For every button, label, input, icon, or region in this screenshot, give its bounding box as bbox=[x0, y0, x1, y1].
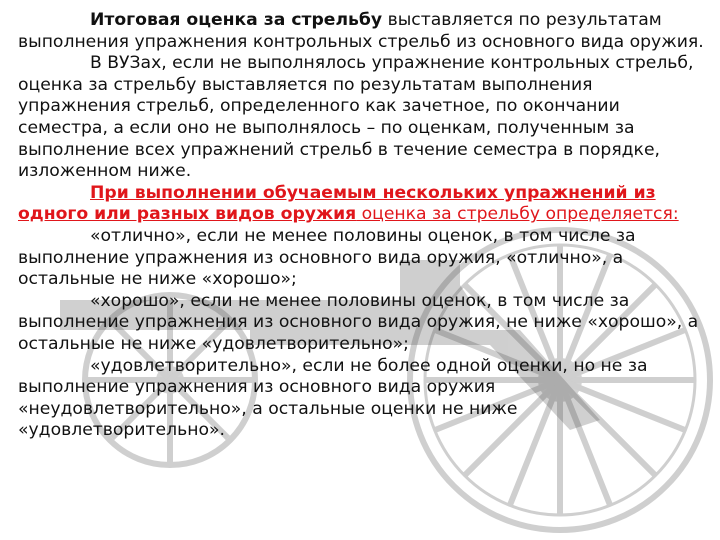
paragraph-multiple-exercises bbox=[18, 183, 708, 226]
final-grade-lead: Итоговая оценка за стрельбу bbox=[90, 10, 383, 30]
grade-excellent bbox=[18, 226, 708, 291]
grade-good bbox=[18, 291, 708, 356]
grade-satisfactory-text: «удовлетворительно», если не более одной оценки, но не за выполнение упражнения из основного вида оружия «неудовлетворительно», а остальные оценки не ниже «удовлетворительно». bbox=[18, 355, 648, 441]
grade-excellent-text: «отлично», если не менее половины оценок, в том числе за выполнение упражнения из основного вида оружия, «отлично», а остальные не ниже «хорошо»; bbox=[18, 225, 636, 290]
multiple-exercises-heading: При выполнении обучаемым нескольких упражнений из одного или разных видов оружия bbox=[18, 182, 656, 225]
multiple-exercises-tail: оценка за стрельбу определяется: bbox=[356, 204, 679, 225]
slide-text bbox=[18, 10, 708, 442]
paragraph-universities bbox=[18, 53, 708, 183]
paragraph-final-grade bbox=[18, 10, 708, 53]
universities-text: В ВУЗах, если не выполнялось упражнение контрольных стрельб, оценка за стрельбу выставляется по результатам выполнения упражнения стрельб, определенного как зачетное, по окончании семестра, а если оно не выполнялось – по оценкам, полученным за выполнение всех упражнений стрельб в течение семестра в порядке, изложенном ниже. bbox=[18, 53, 694, 182]
grade-good-text: «хорошо», если не менее половины оценок, в том числе за выполнение упражнения из основного вида оружия, не ниже «хорошо», а остальные не ниже «удовлетворительно»; bbox=[18, 290, 699, 354]
grade-satisfactory bbox=[18, 356, 708, 442]
final-grade-text: выставляется по результатам выполнения упражнения контрольных стрельб из основного вида оружия. bbox=[18, 10, 704, 52]
